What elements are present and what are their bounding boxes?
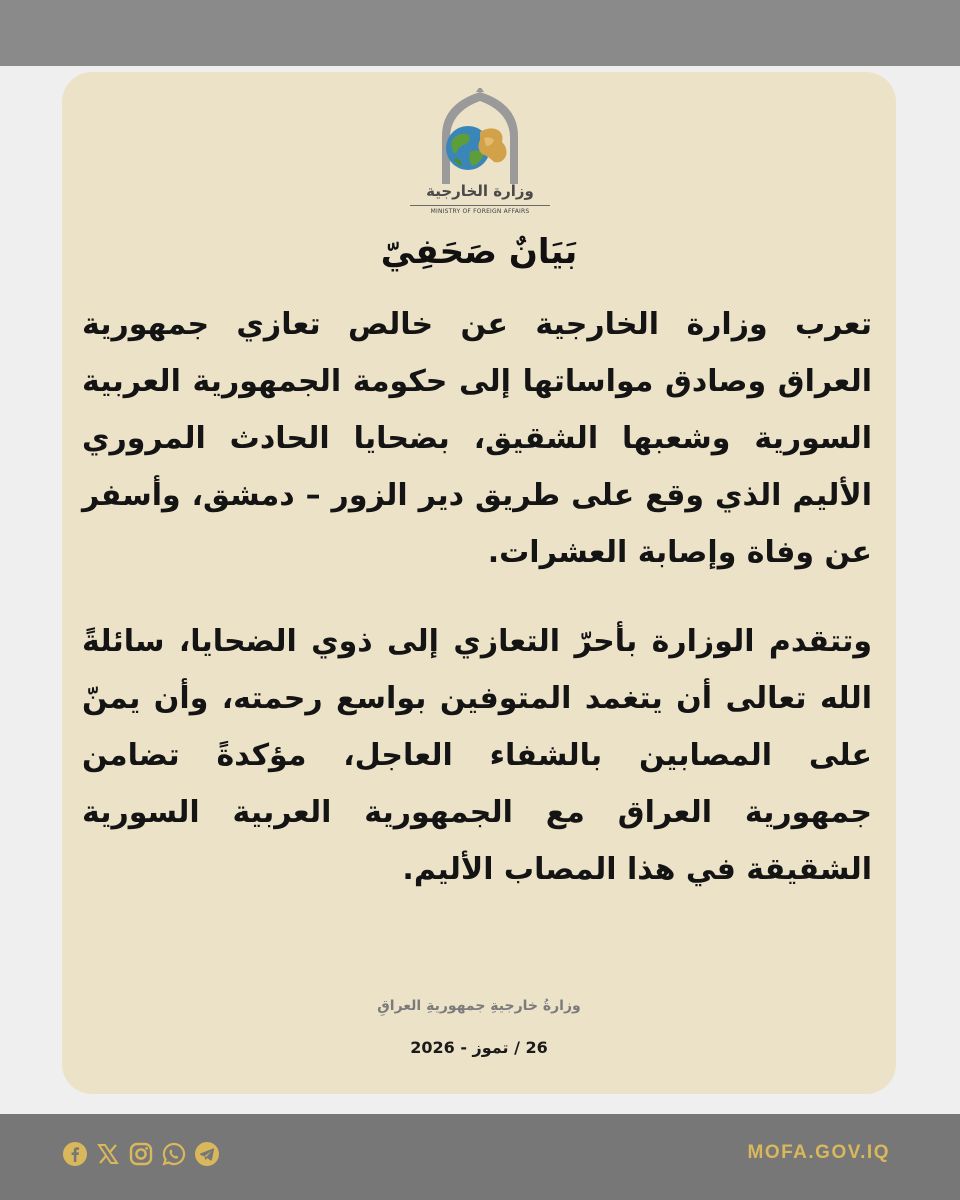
x-icon[interactable]	[95, 1141, 121, 1167]
instagram-icon[interactable]	[128, 1141, 154, 1167]
logo-english-name: MINISTRY OF FOREIGN AFFAIRS	[410, 205, 550, 215]
whatsapp-icon[interactable]	[161, 1141, 187, 1167]
signature: وزارةُ خارجيةِ جمهوريةِ العراقِ	[377, 998, 581, 1014]
statement-date: 26 / تموز - 2026	[410, 1038, 548, 1057]
top-band	[0, 0, 960, 66]
logo-arabic-name: وزارة الخارجية	[426, 182, 534, 200]
telegram-icon[interactable]	[194, 1141, 220, 1167]
statement-card	[62, 72, 896, 1094]
website-link[interactable]: MOFA.GOV.IQ	[747, 1142, 890, 1163]
statement-paragraph-1: تعرب وزارة الخارجية عن خالص تعازي جمهورية العراق وصادق مواساتها إلى حكومة الجمهورية العربية السورية وشعبها الشقيق، بضحايا الحادث المروري الأليم الذي وقع على طريق دير الزور – دمشق، وأسفر عن وفاة وإصابة العشرات.	[82, 307, 872, 570]
facebook-icon[interactable]	[62, 1141, 88, 1167]
statement-paragraph-2: وتتقدم الوزارة بأحرّ التعازي إلى ذوي الضحايا، سائلةً الله تعالى أن يتغمد المتوفين بواسع رحمته، وأن يمنّ على المصابين بالشفاء العاجل، مؤكدةً تضامن جمهورية العراق مع الجمهورية العربية السورية الشقيقة في هذا المصاب الأليم.	[82, 624, 872, 887]
page-title: بَيَانٌ صَحَفِيّ	[380, 232, 578, 272]
social-links	[62, 1139, 220, 1169]
